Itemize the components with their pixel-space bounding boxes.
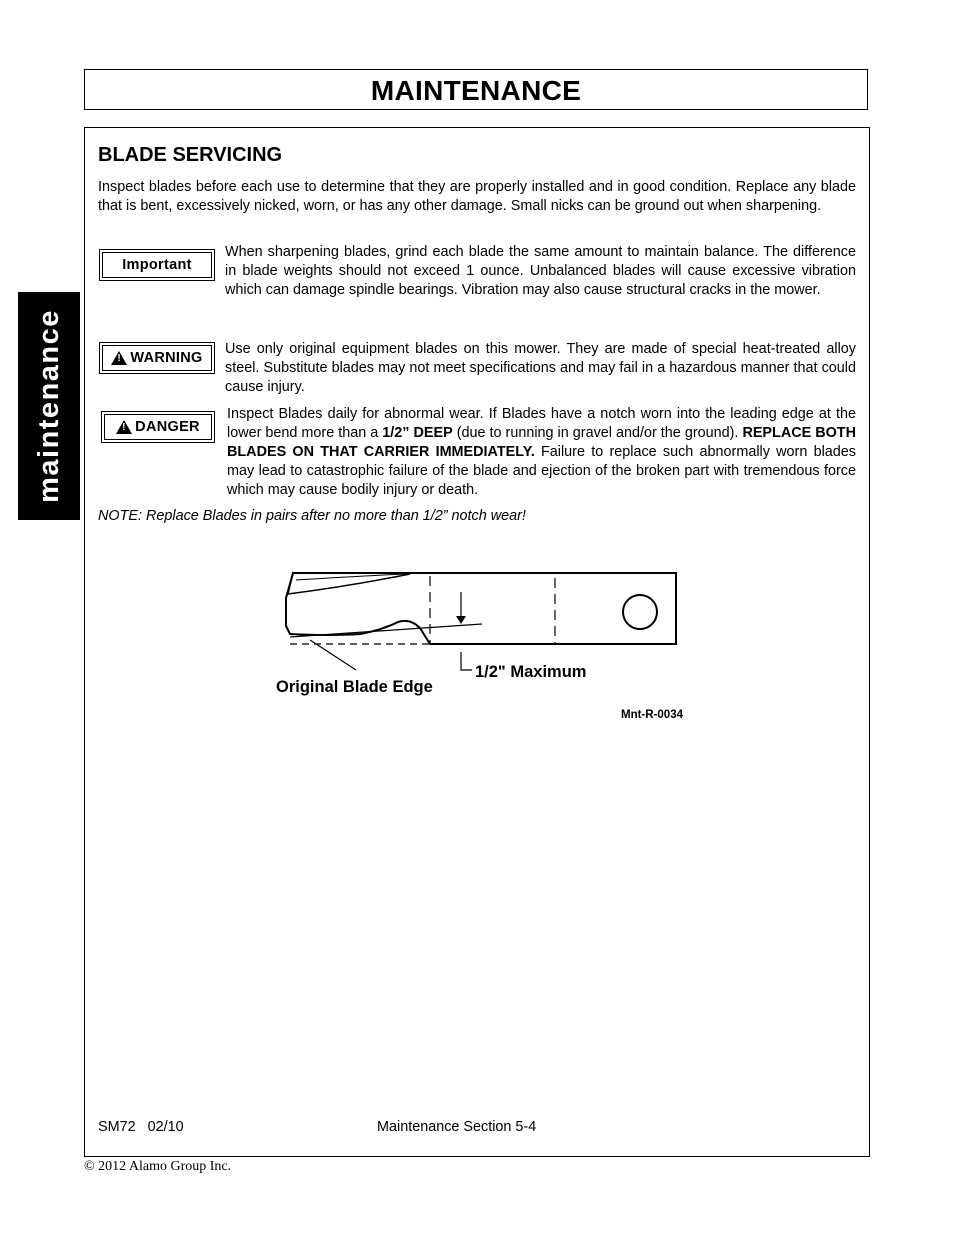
notch-reference-line bbox=[290, 624, 482, 637]
blade-wear-diagram bbox=[270, 560, 690, 680]
side-tab-label: maintenance bbox=[33, 309, 65, 503]
depth-arrow-head bbox=[456, 616, 466, 624]
warning-badge bbox=[99, 342, 215, 374]
footer-doc-date: SM72 02/10 bbox=[98, 1119, 184, 1135]
note-text: NOTE: Replace Blades in pairs after no more than 1/2” notch wear! bbox=[98, 508, 526, 524]
warning-paragraph: Use only original equipment blades on this mower. They are made of special heat-treated alloy steel. Substitute blades may not meet specifications and may fail in a hazardous manner that could cause injury. bbox=[225, 341, 856, 395]
warning-badge-label: WARNING bbox=[130, 350, 203, 366]
section-title: BLADE SERVICING bbox=[98, 144, 283, 166]
blade-bolt-hole bbox=[623, 595, 657, 629]
label-original-blade-edge: Original Blade Edge bbox=[276, 678, 433, 696]
important-paragraph: When sharpening blades, grind each blade the same amount to maintain balance. The difference in blade weights should not exceed 1 ounce. Unbalanced blades will cause excessive vibration which can damage spindle bearings. Vibration may also cause structural cracks in the mower. bbox=[225, 244, 856, 298]
intro-paragraph: Inspect blades before each use to determine that they are properly installed and in good condition. Replace any blade that is bent, excessively nicked, worn, or has any other damage. Small nicks can be ground out when sharpening. bbox=[98, 179, 856, 214]
danger-bold-replace: REPLACE BOTH BLADES ON THAT CARRIER IMMEDIATELY. bbox=[227, 425, 856, 460]
danger-paragraph: Inspect Blades daily for abnormal wear. If Blades have a notch worn into the leading edge at the lower bend more than a 1/2” DEEP (due to running in gravel and/or the ground). REPLACE BOTH BLADES ON THAT CARRIER IMMEDIATELY. Failure to replace such abnormally worn blades may lead to catastrophic failure of the blade and ejection of the broken part with tremendous force which may cause bodily injury or death. bbox=[227, 406, 856, 498]
page-title: MAINTENANCE bbox=[370, 75, 582, 106]
label-half-inch-maximum: 1/2" Maximum bbox=[475, 663, 587, 681]
blade-bevel bbox=[288, 573, 410, 594]
danger-triangle-icon: ! bbox=[116, 420, 132, 434]
copyright: © 2012 Alamo Group Inc. bbox=[84, 1159, 232, 1174]
warning-triangle-icon: ! bbox=[111, 351, 127, 365]
footer-section: Maintenance Section 5-4 bbox=[377, 1119, 537, 1135]
side-tab bbox=[18, 292, 80, 520]
important-badge bbox=[99, 249, 215, 281]
figure-code: Mnt-R-0034 bbox=[621, 709, 683, 721]
danger-badge-label: DANGER bbox=[135, 419, 200, 435]
important-badge-label: Important bbox=[122, 257, 192, 273]
danger-badge bbox=[101, 411, 215, 443]
blade-bevel-inner bbox=[296, 574, 406, 580]
header-box bbox=[84, 69, 868, 110]
danger-bold-depth: 1/2” DEEP bbox=[382, 425, 453, 441]
depth-leader bbox=[461, 652, 472, 670]
